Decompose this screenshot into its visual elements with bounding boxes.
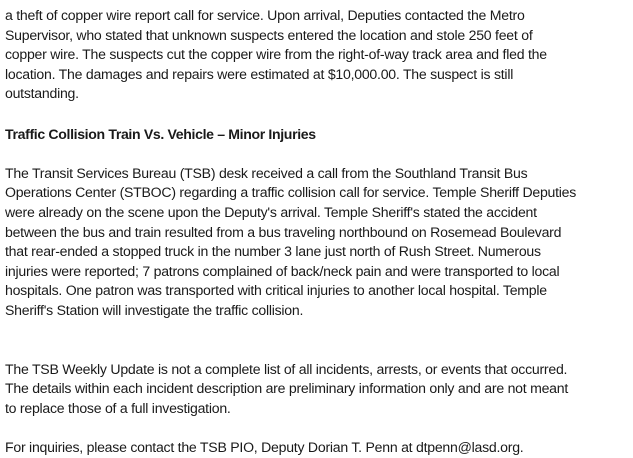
contact-text: For inquiries, please contact the TSB PIO, Deputy Dorian T. Penn at dtpenn@lasd.org. xyxy=(5,439,524,456)
paragraph-line: to replace those of a full investigation. xyxy=(5,399,231,416)
paragraph-line: copper wire. The suspects cut the copper wire from the right-of-way track area and fled the xyxy=(5,46,547,63)
paragraph-line: The Transit Services Bureau (TSB) desk received a call from the Southland Transit Bus xyxy=(5,164,528,181)
paragraph-line: The TSB Weekly Update is not a complete list of all incidents, arrests, or events that occurred. xyxy=(5,360,568,377)
paragraph-line: were already on the scene upon the Deputy's arrival. Temple Sheriff's stated the accident xyxy=(5,203,537,220)
paragraph-line: Operations Center (STBOC) regarding a traffic collision call for service. Temple Sheriff Deputies xyxy=(5,184,577,201)
theft-paragraph xyxy=(5,6,631,104)
disclaimer-paragraph xyxy=(5,360,631,419)
paragraph-line: The details within each incident description are preliminary information only and are not meant xyxy=(5,380,569,397)
spacer xyxy=(5,418,631,438)
section-heading-text: Traffic Collision Train Vs. Vehicle – Minor Injuries xyxy=(5,125,316,142)
spacer xyxy=(5,321,631,360)
paragraph-line: injuries were reported; 7 patrons complained of back/neck pain and were transported to local xyxy=(5,262,560,279)
document-body xyxy=(5,0,631,458)
section-heading xyxy=(5,125,631,145)
paragraph-line: outstanding. xyxy=(5,85,79,102)
paragraph-line: location. The damages and repairs were estimated at $10,000.00. The suspect is still xyxy=(5,65,514,82)
spacer xyxy=(5,144,631,164)
paragraph-line: between the bus and train resulted from a bus traveling northbound on Rosemead Boulevard xyxy=(5,223,562,240)
paragraph-line: that rear-ended a stopped truck in the number 3 lane just north of Rush Street. Numerous xyxy=(5,243,541,260)
spacer xyxy=(5,104,631,124)
contact-paragraph xyxy=(5,438,631,458)
collision-paragraph xyxy=(5,164,631,321)
paragraph-line: a theft of copper wire report call for service. Upon arrival, Deputies contacted the Metro xyxy=(5,7,525,23)
paragraph-line: Supervisor, who stated that unknown suspects entered the location and stole 250 feet of xyxy=(5,26,533,43)
paragraph-line: hospitals. One patron was transported with critical injuries to another local hospital. Temple xyxy=(5,282,547,299)
paragraph-line: Sheriff's Station will investigate the traffic collision. xyxy=(5,301,304,318)
